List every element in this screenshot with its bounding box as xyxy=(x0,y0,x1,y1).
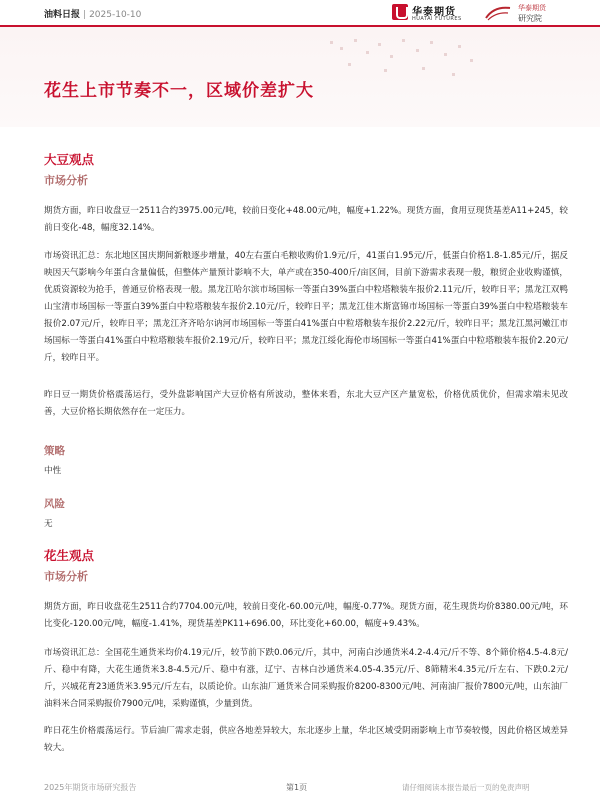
institute-top-text: 华泰期货 xyxy=(518,4,546,12)
logo-en-text: HUATAI FUTURES xyxy=(412,16,462,22)
peanut-futures-paragraph: 期货方面，昨日收盘花生2511合约7704.00元/吨，较前日变化-60.00元/吨，幅度-0.77%。现货方面，花生现货均价8380.00元/吨，环比变化-120.00元/吨，幅度-1.41%，现货基差PK11+696.00，环比变化+60.00，幅度+9.43%。 xyxy=(44,602,568,629)
huatai-logo xyxy=(392,3,482,25)
institute-bottom-text: 研究院 xyxy=(518,14,542,23)
peanut-heading: 花生观点 xyxy=(44,548,95,563)
logo-cn-text: 华泰期货 xyxy=(412,7,456,18)
soybean-risk-value: 无 xyxy=(44,519,53,529)
page-footer xyxy=(0,776,600,800)
soybean-strategy-value: 中性 xyxy=(44,466,62,476)
peanut-news-paragraph: 市场资讯汇总：全国花生通货米均价4.19元/斤，较节前下跌0.06元/斤，其中，河南白沙通货米4.2-4.4元/斤不等、8个筛价格4.5-4.8元/斤、稳中有降，大花生通货米3.8-4.5元/斤、稳中有涨，辽宁、吉林白沙通货米4.05-4.35元/斤、8筛精米4.35元/斤左右、下跌0.2元/斤，兴城花育23通货米3.95元/斤左右，以质论价。山东油厂通货米合同采购报价8200-8300元/吨、河南油厂报价7800元/吨，山东油厂油料米合同采购报价7900元/吨，采购谨慎，少量到货。 xyxy=(44,648,568,709)
peanut-summary-paragraph: 昨日花生价格震荡运行。节后油厂需求走弱，供应各地差异较大，东北逐步上量，华北区域受阴雨影响上市节奏较慢，因此价格区域差异较大。 xyxy=(44,726,568,753)
footer-page-number: 第1页 xyxy=(286,783,308,792)
soybean-strategy-label: 策略 xyxy=(44,445,65,457)
footer-report-name: 2025年期货市场研究报告 xyxy=(44,783,137,792)
soybean-heading: 大豆观点 xyxy=(44,152,95,167)
soybean-subheading: 市场分析 xyxy=(44,174,88,187)
peanut-subheading: 市场分析 xyxy=(44,570,88,583)
soybean-futures-paragraph: 期货方面，昨日收盘豆一2511合约3975.00元/吨，较前日变化+48.00元/吨，幅度+1.22%。现货方面，食用豆现货基差A11+245，较前日变化-48，幅度32.14%。 xyxy=(44,206,568,233)
huatai-logo-icon xyxy=(392,4,408,20)
header-separator: | xyxy=(83,10,87,20)
banner-pattern xyxy=(320,33,480,93)
report-date: 2025-10-10 xyxy=(89,10,142,20)
report-name: 油料日报 xyxy=(44,10,81,20)
institute-logo xyxy=(484,2,564,26)
institute-logo-icon xyxy=(484,4,512,22)
soybean-news-paragraph: 市场资讯汇总：东北地区国庆期间新粮逐步增量，40左右蛋白毛粮收购价1.9元/斤，41蛋白1.95元/斤，低蛋白价格1.8-1.85元/斤，据反映因天气影响今年蛋白含量偏低，但整体产量预计影响不大，单产或在350-400斤/亩区间，目前下游需求表现一般，粮贸企业收购谨慎，优质资源较为抢手，普通豆价格表现一般。黑龙江哈尔滨市场国标一等蛋白39%蛋白中粒塔粮装车报价2.11元/斤，较昨日平；黑龙江双鸭山宝清市场国标一等蛋白39%蛋白中粒塔粮装车报价2.10元/斤，较昨日平；黑龙江佳木斯富锦市场国标一等蛋白39%蛋白中粒塔粮装车报价2.07元/斤，较昨日平；黑龙江齐齐哈尔讷河市场国标一等蛋白41%蛋白中粒塔粮装车报价2.22元/斤，较昨日平；黑龙江黑河嫩江市场国标一等蛋白41%蛋白中粒塔粮装车报价2.19元/斤，较昨日平；黑龙江绥化海伦市场国标一等蛋白41%蛋白中粒塔粮装车报价2.20元/斤，较昨日平。 xyxy=(44,251,568,363)
page-header xyxy=(0,0,600,28)
soybean-summary-paragraph: 昨日豆一期货价格震荡运行，受外盘影响国产大豆价格有所波动，整体来看，东北大豆产区产量宽松，价格优质优价，但需求端未见改善，大豆价格长期依然存在一定压力。 xyxy=(44,390,568,417)
page-title: 花生上市节奏不一，区域价差扩大 xyxy=(44,81,314,101)
report-label xyxy=(44,7,141,20)
footer-disclaimer-note: 请仔细阅读本报告最后一页的免责声明 xyxy=(402,783,530,792)
soybean-risk-label: 风险 xyxy=(44,498,65,510)
